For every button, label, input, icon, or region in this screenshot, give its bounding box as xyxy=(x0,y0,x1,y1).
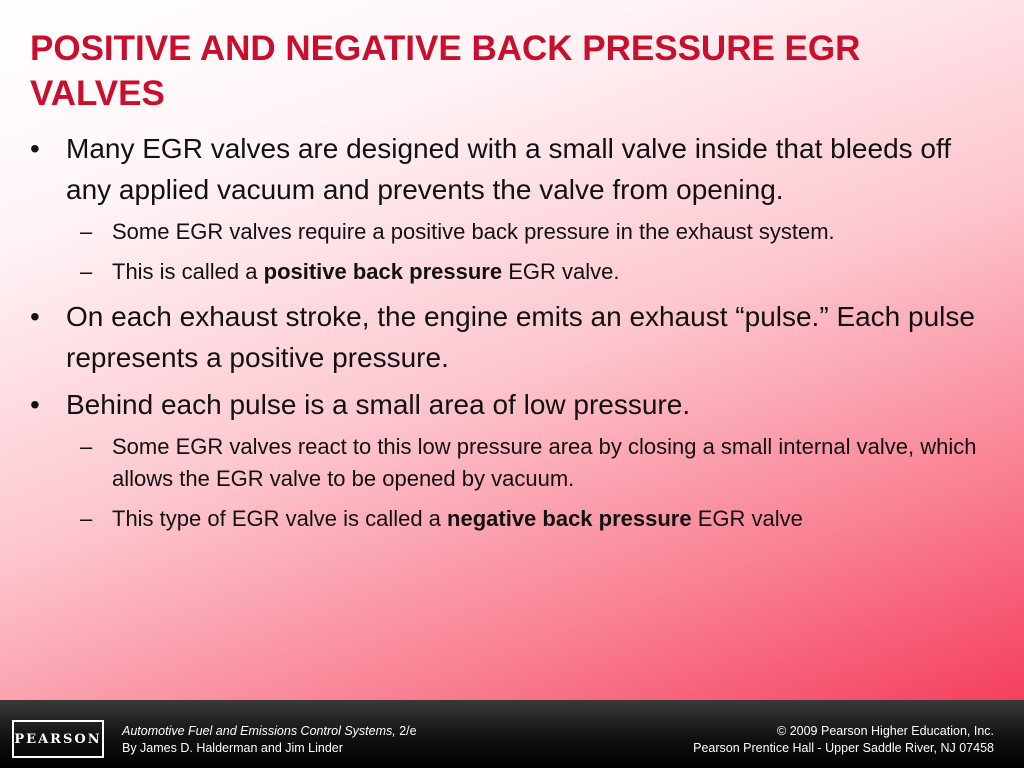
bullet-item xyxy=(28,128,998,210)
bullet-text: Behind each pulse is a small area of low pressure. xyxy=(66,389,691,420)
sub-bullet-text: This type of EGR valve is called a xyxy=(112,506,448,531)
sub-bullet-text: Some EGR valves require a positive back pressure in the exhaust system. xyxy=(112,219,835,244)
footer-publisher: Pearson Prentice Hall - Upper Saddle River, NJ 07458 xyxy=(693,741,994,755)
sub-bullet-marker: – xyxy=(80,219,93,244)
sub-bullet-bold-term: positive back pressure xyxy=(263,259,503,284)
sub-bullet-item xyxy=(28,256,998,288)
bullet-item xyxy=(28,296,998,378)
sub-bullet-marker: – xyxy=(80,259,93,284)
footer-bar xyxy=(0,700,1024,768)
sub-bullet-text: This is called a xyxy=(112,259,264,284)
bullet-list xyxy=(28,128,998,543)
sub-bullet-marker: – xyxy=(80,506,93,531)
bullet-text: Many EGR valves are designed with a small valve inside that bleeds off any applied vacuum and prevents the valve from opening. xyxy=(66,133,952,205)
sub-bullet-marker: – xyxy=(80,434,93,459)
footer-book-info xyxy=(122,723,417,757)
bullet-marker: • xyxy=(30,133,40,164)
sub-bullet-item xyxy=(28,431,998,495)
footer-authors: By James D. Halderman and Jim Linder xyxy=(122,741,343,755)
bullet-text: On each exhaust stroke, the engine emits an exhaust “pulse.” Each pulse represents a positive pressure. xyxy=(66,301,975,373)
bullet-item xyxy=(28,384,998,425)
slide-title: POSITIVE AND NEGATIVE BACK PRESSURE EGR VALVES xyxy=(30,29,861,113)
sub-bullet-bold-term: negative back pressure xyxy=(447,506,692,531)
bullet-marker: • xyxy=(30,301,40,332)
footer-edition: 2/e xyxy=(395,724,417,738)
sub-bullet-item xyxy=(28,216,998,248)
footer-book-title: Automotive Fuel and Emissions Control Systems, xyxy=(122,724,396,738)
sub-bullet-text: Some EGR valves react to this low pressure area by closing a small internal valve, which allows the EGR valve to be opened by vacuum. xyxy=(112,434,977,491)
footer-copyright: © 2009 Pearson Higher Education, Inc. xyxy=(777,724,994,738)
footer-copyright-info xyxy=(693,723,994,757)
sub-bullet-item xyxy=(28,503,998,535)
sub-bullet-text-end: EGR valve xyxy=(691,506,803,531)
bullet-marker: • xyxy=(30,389,40,420)
footer-book-line xyxy=(122,723,417,740)
pearson-logo: PEARSON xyxy=(12,720,104,758)
sub-bullet-text-end: EGR valve. xyxy=(502,259,620,284)
